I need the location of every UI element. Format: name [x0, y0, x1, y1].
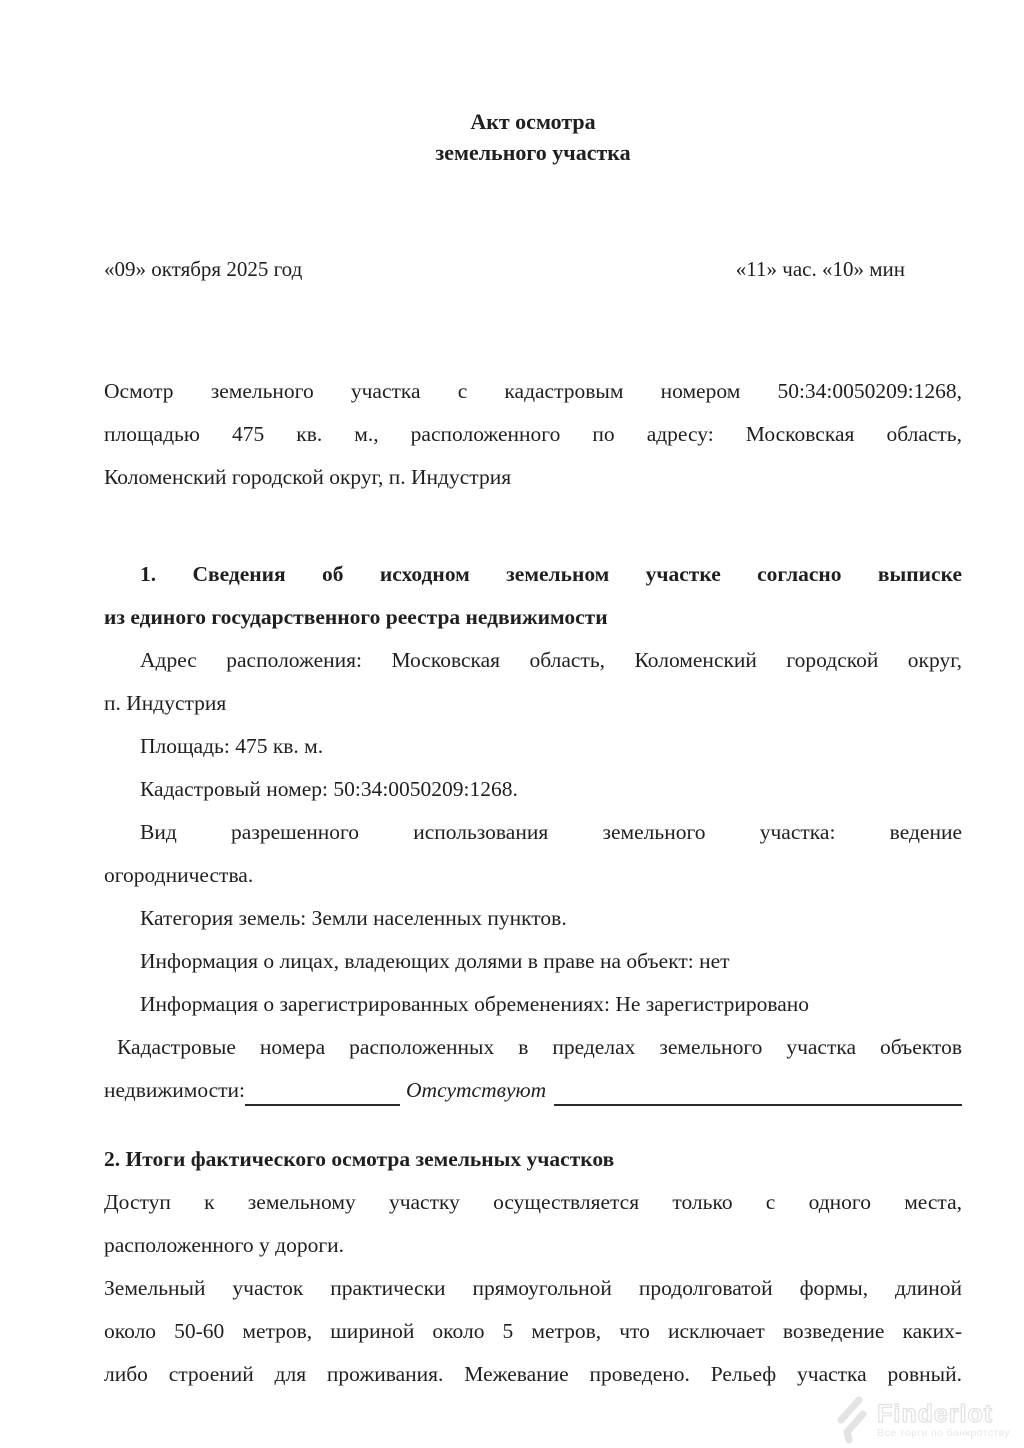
date-text: «09» октября 2025 год: [104, 257, 303, 281]
watermark: [828, 1394, 1010, 1446]
shape-line-3: либо строений для проживания. Межевание проведено. Рельеф участка ровный.: [104, 1362, 962, 1386]
watermark-tagline: Все торги по банкротству: [877, 1427, 1010, 1439]
encumbrances-line: Информация о зарегистрированных обременениях: Не зарегистрировано: [140, 992, 810, 1016]
doc-title: [104, 106, 962, 168]
land-category-line: Категория земель: Земли населенных пунктов.: [140, 906, 567, 930]
permitted-use-line-1: Вид разрешенного использования земельного участка: ведение: [140, 820, 962, 844]
section2-heading: 2. Итоги фактического осмотра земельных участков: [104, 1147, 615, 1171]
finderlot-logo-icon: [828, 1394, 870, 1446]
blank-underline-right: [554, 1069, 962, 1106]
blank-underline-left: [245, 1069, 400, 1106]
access-line-1: Доступ к земельному участку осуществляется только с одного места,: [104, 1190, 962, 1214]
section1-heading-line1: 1. Сведения об исходном земельном участке согласно выписке: [140, 562, 962, 586]
section-1: [104, 553, 962, 1112]
objects-line-1: Кадастровые номера расположенных в пределах земельного участка объектов: [117, 1035, 962, 1059]
time-text: «11» час. «10» мин: [735, 257, 905, 281]
section-2: [104, 1138, 962, 1396]
area-line: Площадь: 475 кв. м.: [140, 734, 324, 758]
shape-line-2: около 50-60 метров, шириной около 5 метров, что исключает возведение каких-: [104, 1319, 962, 1343]
access-line-2: расположенного у дороги.: [104, 1233, 345, 1257]
watermark-text: [877, 1401, 1010, 1439]
intro-line-3: Коломенский городской округ, п. Индустрия: [104, 465, 512, 489]
objects-value-handwritten: Отсутствуют: [406, 1078, 547, 1102]
watermark-brand: Finderlot: [877, 1400, 994, 1428]
doc-title-line1: Акт осмотра: [470, 109, 596, 134]
intro-line-1: Осмотр земельного участка с кадастровым номером 50:34:0050209:1268,: [104, 379, 962, 403]
cadastral-number-line: Кадастровый номер: 50:34:0050209:1268.: [140, 777, 518, 801]
objects-fill-line: [104, 1069, 962, 1112]
objects-label: недвижимости:: [104, 1078, 246, 1102]
intro-paragraph: [104, 370, 962, 499]
address-line-2: п. Индустрия: [104, 691, 227, 715]
intro-line-2: площадью 475 кв. м., расположенного по адресу: Московская область,: [104, 422, 962, 446]
address-line-1: Адрес расположения: Московская область, Коломенский городской округ,: [140, 648, 962, 672]
date-time-row: [104, 256, 962, 282]
permitted-use-line-2: огородничества.: [104, 863, 254, 887]
doc-title-line2: земельного участка: [435, 140, 631, 165]
shape-line-1: Земельный участок практически прямоугольной продолговатой формы, длиной: [104, 1276, 962, 1300]
owners-info-line: Информация о лицах, владеющих долями в праве на объект: нет: [140, 949, 730, 973]
section1-heading-line2: из единого государственного реестра недвижимости: [104, 605, 608, 629]
